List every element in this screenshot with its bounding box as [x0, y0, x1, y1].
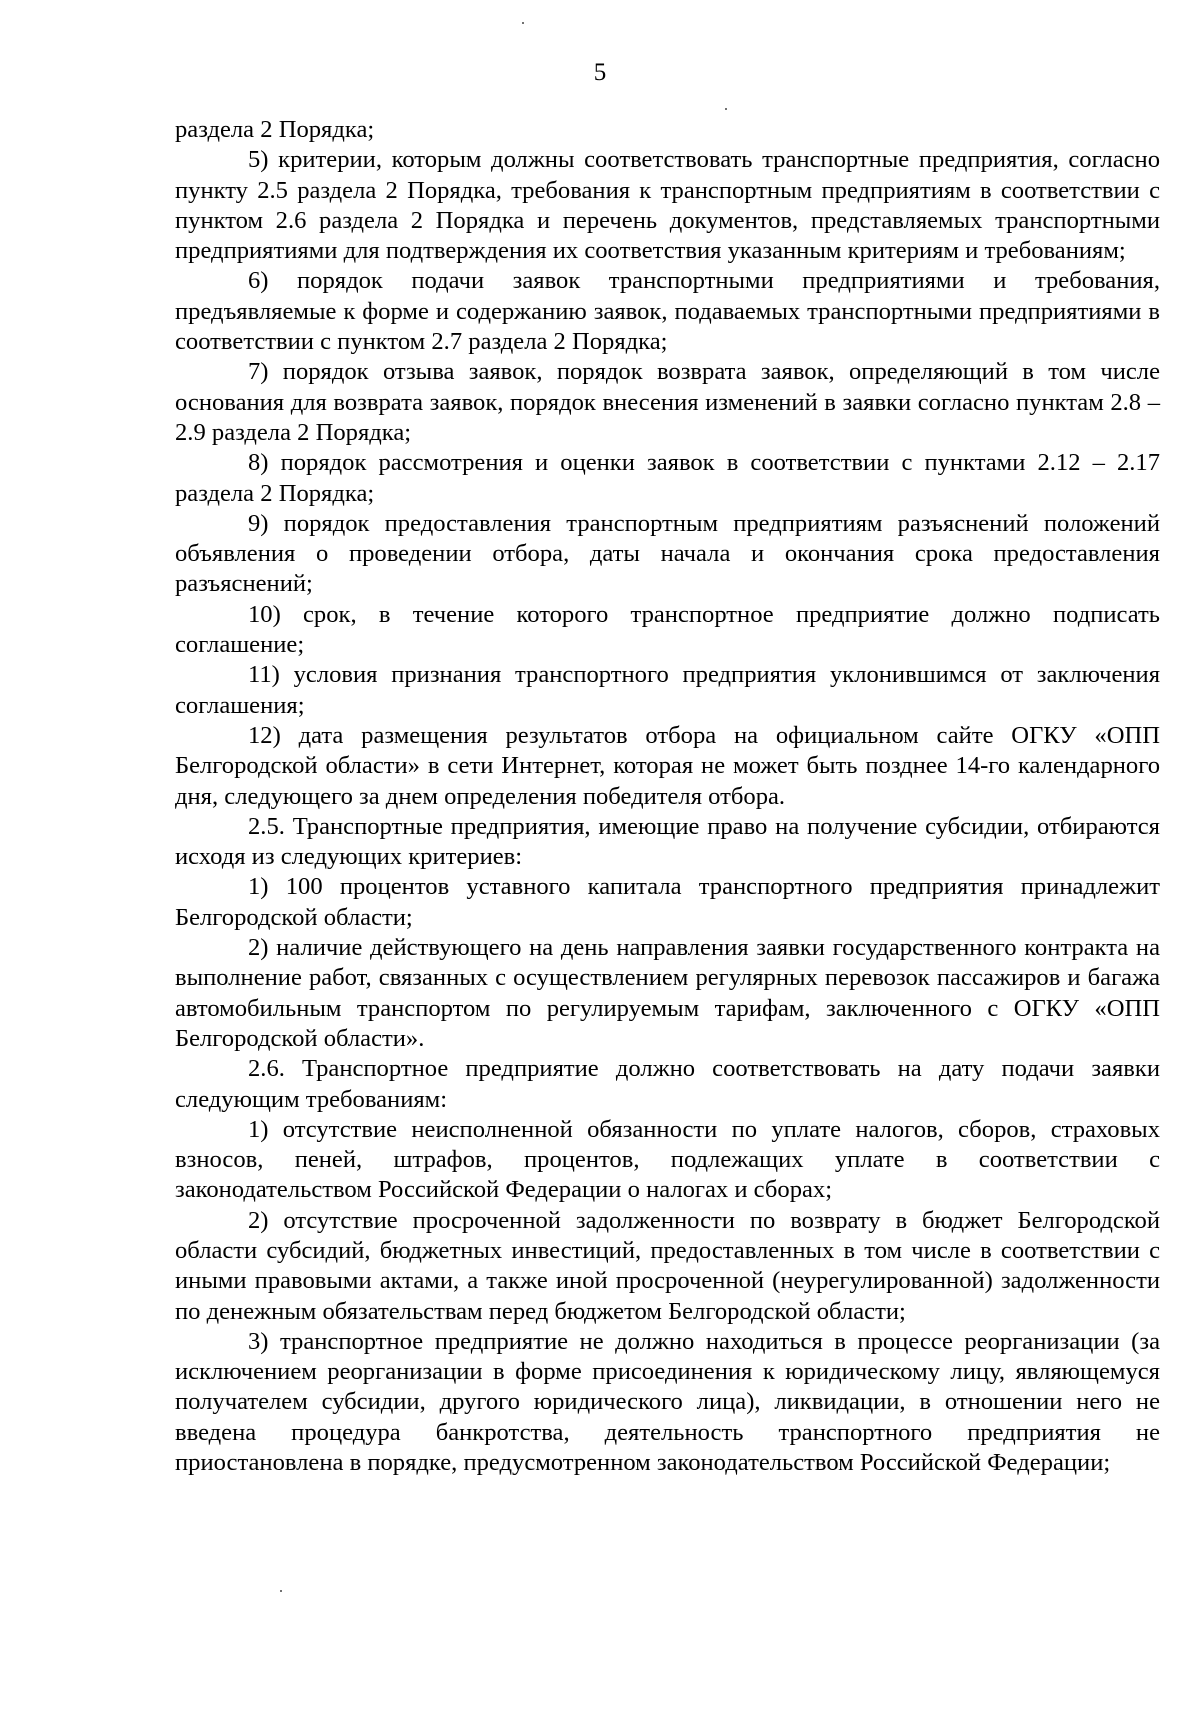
paragraph-item-12: 12) дата размещения результатов отбора на официальном сайте ОГКУ «ОПП Белгородской области» в сети Интернет, которая не может быть позднее 14-го календарного дня, следующего за днем определения победителя отбора. [175, 721, 1160, 810]
paragraph-section-2-5: 2.5. Транспортные предприятия, имеющие право на получение субсидии, отбираются исходя из следующих критериев: [175, 812, 1160, 871]
paragraph-item-9: 9) порядок предоставления транспортным предприятиям разъяснений положений объявления о проведении отбора, даты начала и окончания срока предоставления разъяснений; [175, 509, 1160, 598]
paragraph-item-6: 6) порядок подачи заявок транспортными предприятиями и требования, предъявляемые к форме и содержанию заявок, подаваемых транспортными предприятиями в соответствии с пунктом 2.7 раздела 2 Порядка; [175, 267, 1160, 356]
paragraph-requirement-3: 3) транспортное предприятие не должно находиться в процессе реорганизации (за исключением реорганизации в форме присоединения к юридическому лицу, являющемуся получателем субсидии, другого юридического лица), ликвидации, в отношении него не введена процедура банкротства, деятельность транспортного предприятия не приостановлена в порядке, предусмотренном законодательством Российской Федерации; [175, 1327, 1160, 1477]
page-number: 5 [593, 59, 607, 86]
paragraph-item-8: 8) порядок рассмотрения и оценки заявок в соответствии с пунктами 2.12 – 2.17 раздела 2 Порядка; [175, 449, 1160, 507]
paragraph-continuation: раздела 2 Порядка; [175, 116, 375, 143]
paragraph-item-5: 5) критерии, которым должны соответствовать транспортные предприятия, согласно пункту 2.5 раздела 2 Порядка, требования к транспортным предприятиям в соответствии с пунктом 2.6 раздела 2 Порядка и перечень документов, представляемых транспортными предприятиями для подтверждения их соответствия указанным критериям и требованиям; [175, 146, 1160, 265]
scan-speck [725, 108, 727, 110]
paragraph-item-10: 10) срок, в течение которого транспортное предприятие должно подписать соглашение; [175, 600, 1160, 659]
paragraph-item-7: 7) порядок отзыва заявок, порядок возврата заявок, определяющий в том числе основания для возврата заявок, порядок внесения изменений в заявки согласно пунктам 2.8 – 2.9 раздела 2 Порядка; [175, 358, 1160, 446]
paragraph-requirement-2: 2) отсутствие просроченной задолженности по возврату в бюджет Белгородской области субсидий, бюджетных инвестиций, предоставленных в том числе в соответствии с иными правовыми актами, а также иной просроченной (неурегулированной) задолженности по денежным обязательствам перед бюджетом Белгородской области; [175, 1206, 1160, 1325]
paragraph-item-11: 11) условия признания транспортного предприятия уклонившимся от заключения соглашения; [175, 661, 1160, 719]
paragraph-criterion-2: 2) наличие действующего на день направления заявки государственного контракта на выполнение работ, связанных с осуществлением регулярных перевозок пассажиров и багажа автомобильным транспортом по регулируемым тарифам, заключенного с ОГКУ «ОПП Белгородской области». [175, 934, 1160, 1052]
document-body [175, 115, 1160, 1478]
paragraph-criterion-1: 1) 100 процентов уставного капитала транспортного предприятия принадлежит Белгородской области; [175, 873, 1160, 931]
paragraph-requirement-1: 1) отсутствие неисполненной обязанности по уплате налогов, сборов, страховых взносов, пеней, штрафов, процентов, подлежащих уплате в соответствии с законодательством Российской Федерации о налогах и сборах; [175, 1115, 1160, 1204]
scan-speck [522, 22, 524, 24]
paragraph-section-2-6: 2.6. Транспортное предприятие должно соответствовать на дату подачи заявки следующим требованиям: [175, 1055, 1160, 1113]
scan-speck [280, 1590, 282, 1592]
